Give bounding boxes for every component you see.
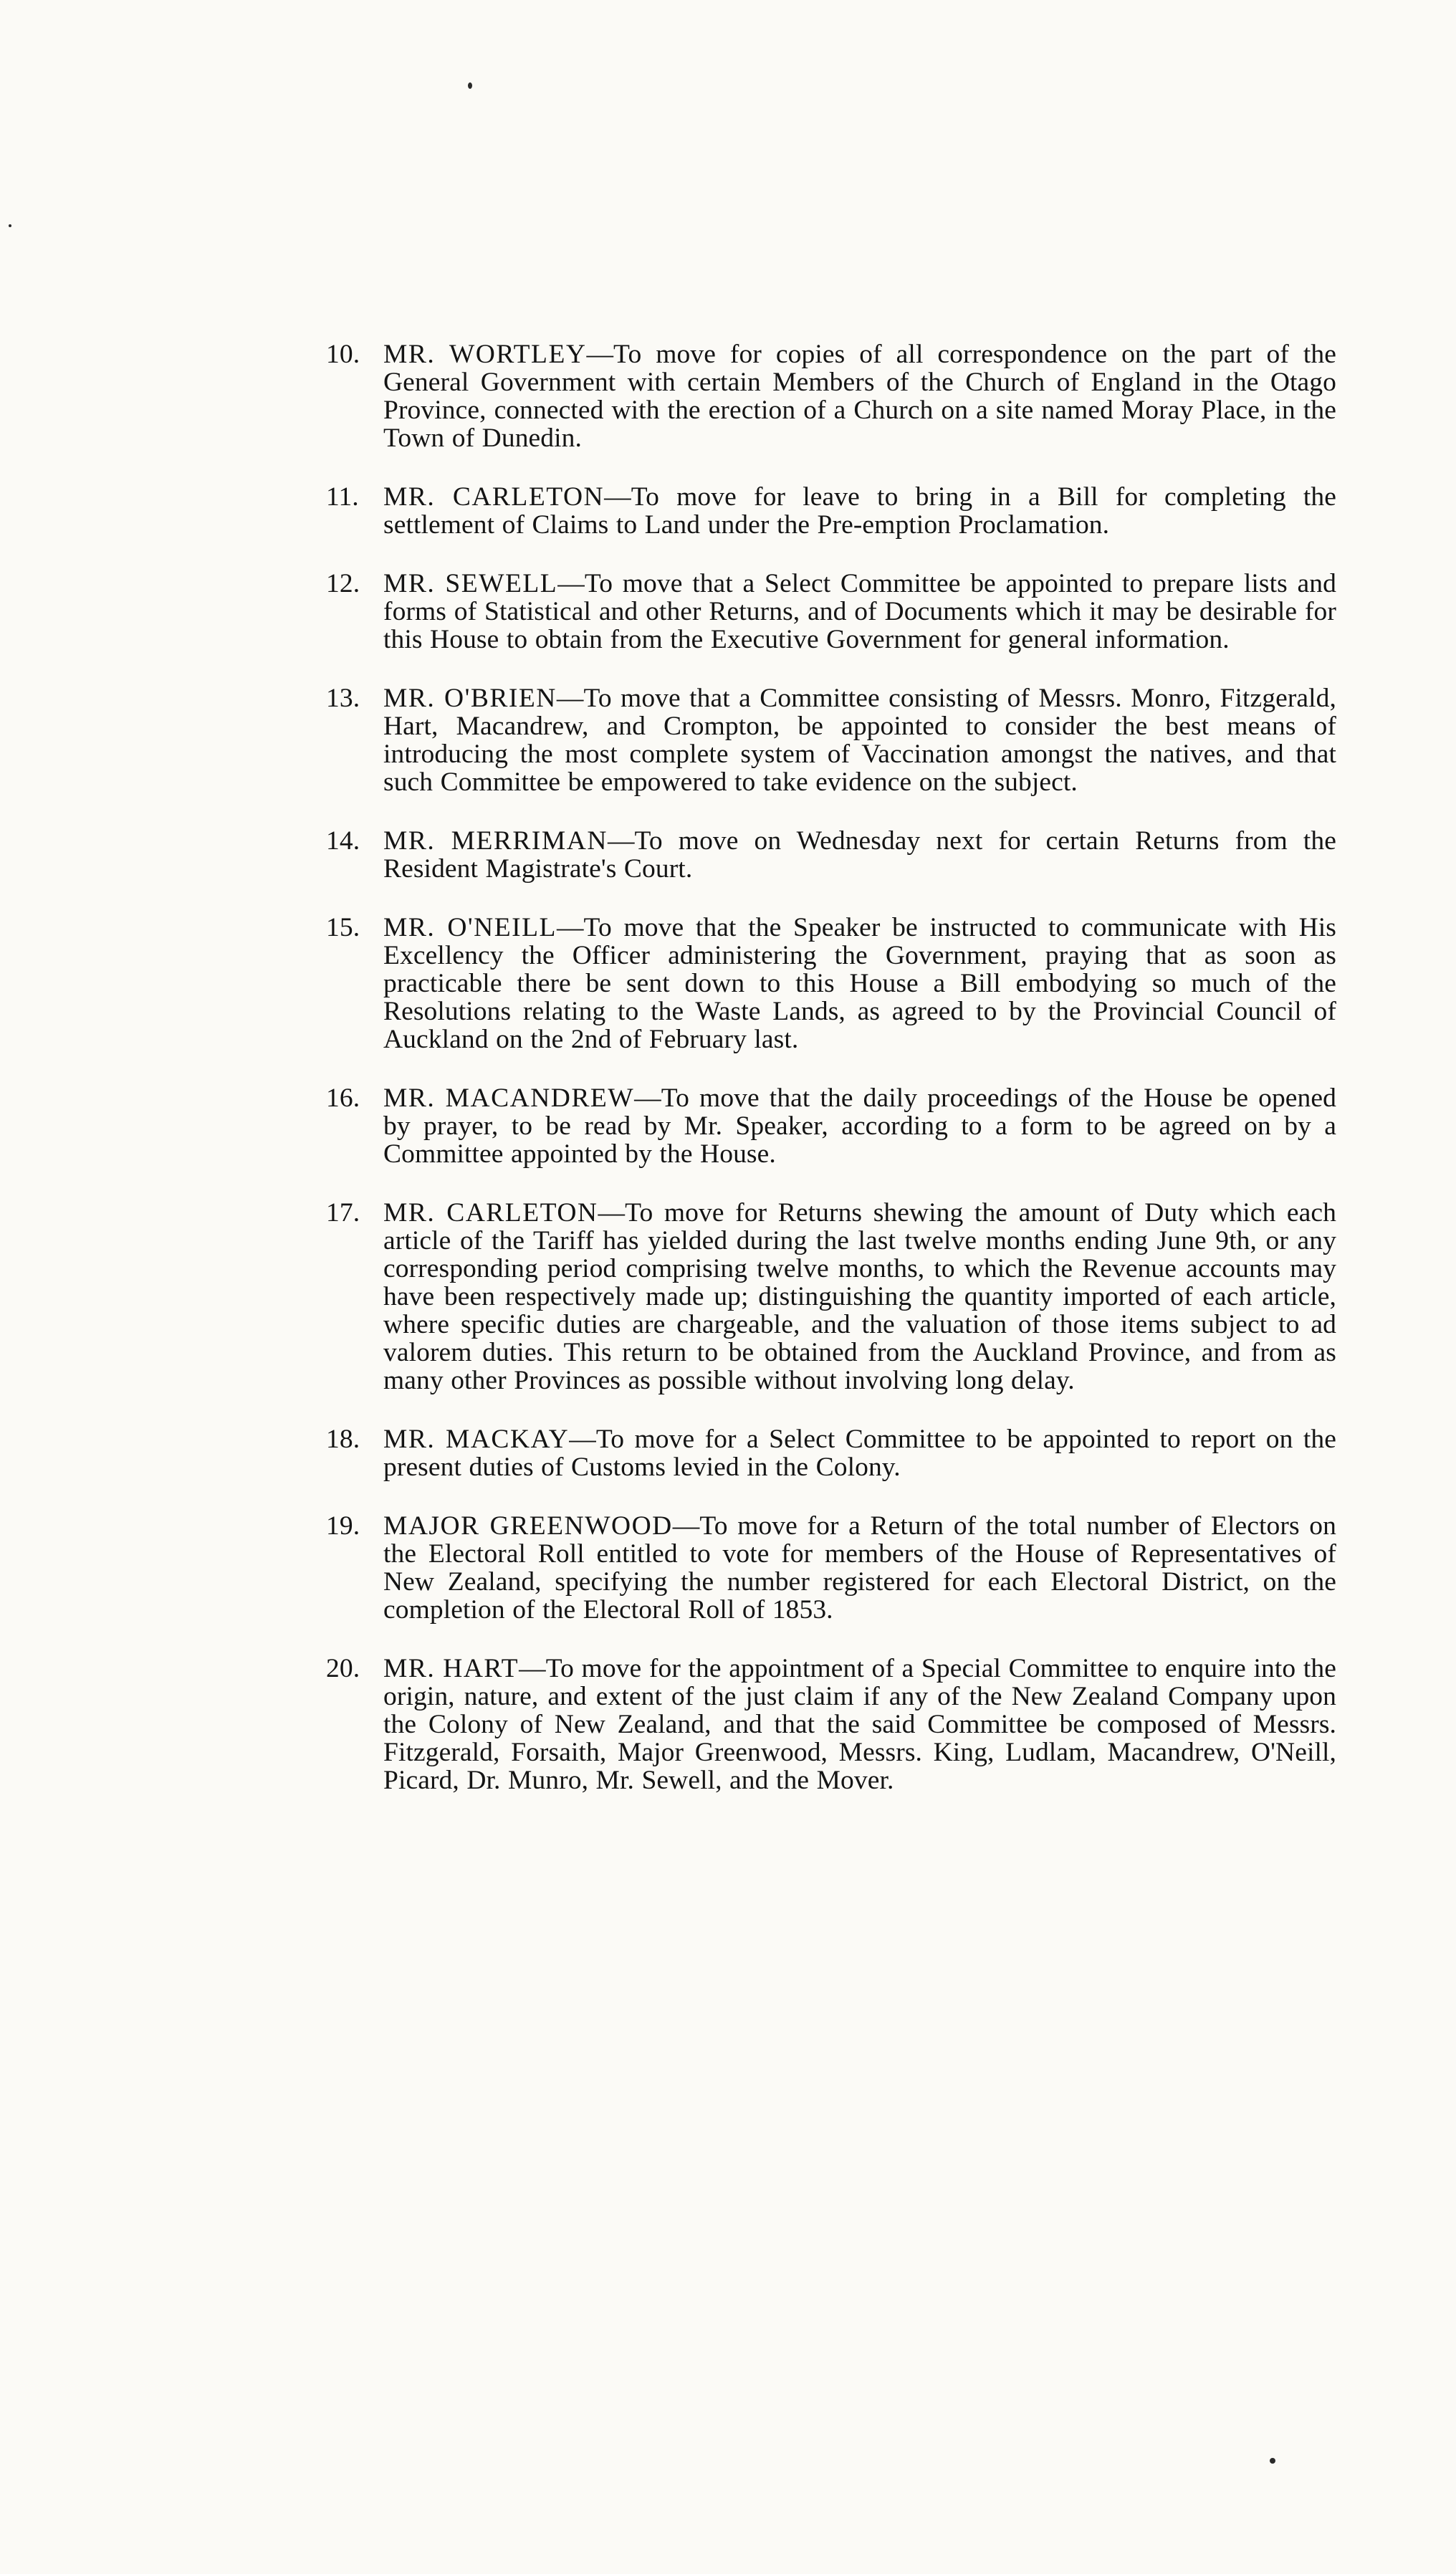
motion-text: —To move for Returns shewing the amount of Duty which each article of the Tariff has yielded during the last twelve months ending June 9th, or any corresponding period comprising twelve months, to which the Revenue accounts may have been respectively made up; distinguishing the quantity imported of each article, where specific duties are chargeable, and the valuation of those items subject to ad valorem duties. This return to be obtained from the Auckland Province, and from as many other Provinces as possible without involving long delay. xyxy=(383,1198,1336,1395)
motion-text: —To move that a Committee consisting of Messrs. Monro, Fitzgerald, Hart, Macandrew, and Crompton, be appointed to consider the best means of introducing the most complete system of Vaccination amongst the natives, and that such Committee be empowered to take evidence on the subject. xyxy=(383,684,1336,797)
notice-item xyxy=(326,1199,1336,1394)
notice-item xyxy=(326,1655,1336,1794)
notice-item xyxy=(326,914,1336,1053)
item-number: 10. xyxy=(326,340,360,369)
item-number: 12. xyxy=(326,569,360,598)
notices-of-motion-list xyxy=(326,340,1336,1825)
motion-text: —To move for a Return of the total number of Electors on the Electoral Roll entitled to vote for members of the House of Representatives of New Zealand, specifying the number registered for each Electoral District, on the completion of the Electoral Roll of 1853. xyxy=(383,1511,1336,1625)
notice-item xyxy=(326,827,1336,883)
notice-item xyxy=(326,570,1336,654)
motion-text: —To move for leave to bring in a Bill for completing the settlement of Claims to Land under the Pre-emption Proclamation. xyxy=(383,482,1337,540)
item-number: 18. xyxy=(326,1425,360,1454)
notice-item xyxy=(326,1084,1336,1168)
item-number: 20. xyxy=(326,1654,360,1683)
item-number: 13. xyxy=(326,684,360,713)
mover-name: MAJOR GREENWOOD xyxy=(383,1511,673,1541)
print-speck xyxy=(468,82,472,89)
mover-name: MR. HART xyxy=(383,1654,519,1683)
notice-item xyxy=(326,1512,1336,1624)
print-speck xyxy=(9,224,11,227)
mover-name: MR. O'NEILL xyxy=(383,913,557,942)
print-speck xyxy=(1270,2458,1275,2464)
mover-name: MR. MERRIMAN xyxy=(383,826,608,856)
notice-item xyxy=(326,340,1336,452)
motion-text: —To move for a Select Committee to be appointed to report on the present duties of Customs levied in the Colony. xyxy=(383,1425,1336,1482)
item-number: 11. xyxy=(326,482,359,512)
motion-text: —To move for the appointment of a Special Committee to enquire into the origin, nature, and extent of the just claim if any of the New Zealand Company upon the Colony of New Zealand, and that the said Committee be composed of Messrs. Fitzgerald, Forsaith, Major Greenwood, Messrs. King, Ludlam, Macandrew, O'Neill, Picard, Dr. Munro, Mr. Sewell, and the Mover. xyxy=(383,1654,1337,1795)
motion-text: —To move that the Speaker be instructed to communicate with His Excellency the Officer administering the Government, praying that as soon as practicable there be sent down to this House a Bill embodying so much of the Resolutions relating to the Waste Lands, as agreed to by the Provincial Council of Auckland on the 2nd of February last. xyxy=(383,913,1336,1054)
notice-item xyxy=(326,1425,1336,1481)
motion-text: —To move on Wednesday next for certain Returns from the Resident Magistrate's Court. xyxy=(383,826,1336,884)
notice-item xyxy=(326,684,1336,796)
motion-text: —To move that the daily proceedings of the House be opened by prayer, to be read by Mr. Speaker, according to a form to be agreed on by a Committee appointed by the House. xyxy=(383,1083,1336,1169)
item-number: 15. xyxy=(326,913,360,942)
mover-name: MR. MACANDREW xyxy=(383,1083,635,1113)
item-number: 17. xyxy=(326,1198,360,1228)
mover-name: MR. O'BRIEN xyxy=(383,684,557,713)
mover-name: MR. MACKAY xyxy=(383,1425,570,1454)
motion-text: —To move that a Select Committee be appointed to prepare lists and forms of Statistical and other Returns, and of Documents which it may be desirable for this House to obtain from the Executive Government for general information. xyxy=(383,569,1336,654)
mover-name: MR. SEWELL xyxy=(383,569,558,598)
motion-text: —To move for copies of all correspondence on the part of the General Government with certain Members of the Church of England in the Otago Province, connected with the erection of a Church on a site named Moray Place, in the Town of Dunedin. xyxy=(383,340,1336,453)
item-number: 14. xyxy=(326,826,360,856)
item-number: 16. xyxy=(326,1083,360,1113)
mover-name: MR. CARLETON xyxy=(383,482,605,512)
mover-name: MR. WORTLEY xyxy=(383,340,587,369)
mover-name: MR. CARLETON xyxy=(383,1198,598,1228)
notice-item xyxy=(326,483,1336,539)
item-number: 19. xyxy=(326,1511,360,1541)
